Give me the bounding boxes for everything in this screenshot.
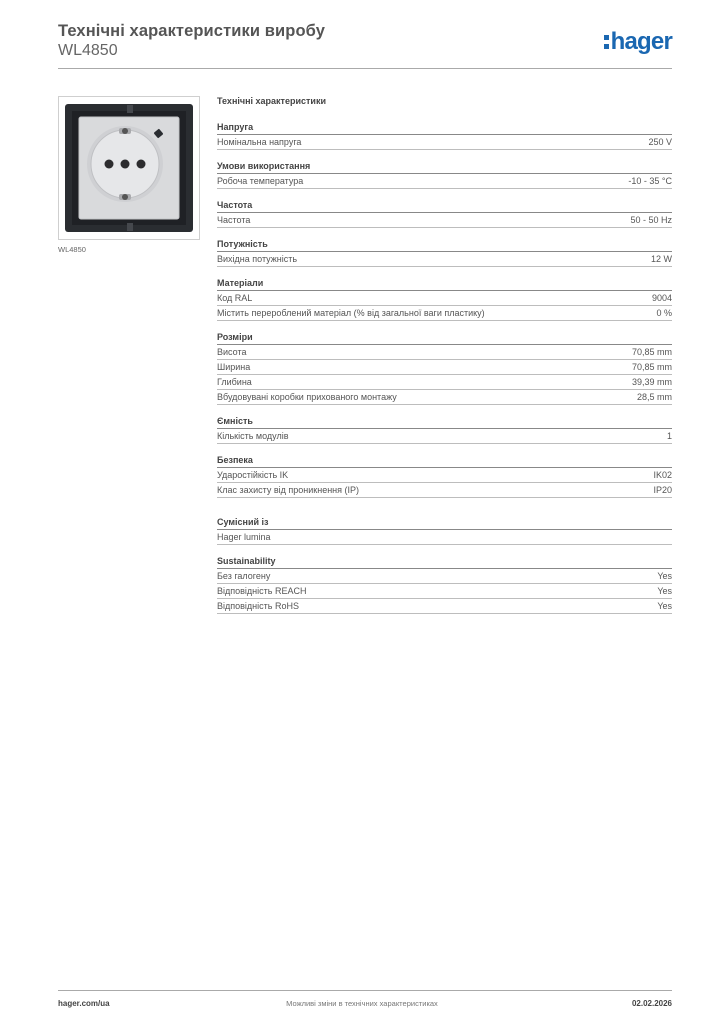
spec-group-title: Умови використання <box>217 160 672 174</box>
spec-value: 1 <box>666 431 672 441</box>
document-title: Технічні характеристики виробу <box>58 22 325 40</box>
spec-row <box>217 291 672 306</box>
logo-text: hager <box>610 28 672 55</box>
spec-row <box>217 135 672 150</box>
spec-value: IP20 <box>653 485 672 495</box>
spec-label: Номінальна напруга <box>217 137 302 147</box>
spec-group-title: Частота <box>217 199 672 213</box>
spec-label: Без галогену <box>217 571 271 581</box>
spec-label: Відповідність REACH <box>217 586 307 596</box>
spec-group-materials <box>217 277 672 321</box>
spec-value: 50 - 50 Hz <box>630 215 672 225</box>
spec-value: 0 % <box>656 308 672 318</box>
spec-value: 70,85 mm <box>631 362 672 372</box>
spec-row <box>217 429 672 444</box>
spec-label: Робоча температура <box>217 176 304 186</box>
spec-group-title: Потужність <box>217 238 672 252</box>
spec-value: 12 W <box>650 254 672 264</box>
spec-group-power <box>217 238 672 267</box>
spec-group-frequency <box>217 199 672 228</box>
specifications-panel <box>217 95 672 624</box>
spec-row <box>217 174 672 189</box>
spec-group-voltage <box>217 121 672 150</box>
spec-label: Вихідна потужність <box>217 254 298 264</box>
footer-divider <box>58 990 672 991</box>
spec-row <box>217 468 672 483</box>
spec-label: Вбудовувані коробки прихованого монтажу <box>217 392 397 402</box>
spec-row <box>217 252 672 267</box>
spec-row <box>217 584 672 599</box>
spec-group-title: Sustainability <box>217 555 672 569</box>
page-header <box>58 22 672 68</box>
spec-value: -10 - 35 °C <box>628 176 672 186</box>
footer-notice: Можливі зміни в технічних характеристиках <box>286 999 438 1008</box>
spec-label: Ширина <box>217 362 251 372</box>
spec-row <box>217 360 672 375</box>
footer-date: 02.02.2026 <box>631 999 672 1008</box>
spec-label: Глибина <box>217 377 252 387</box>
spec-row <box>217 375 672 390</box>
product-code: WL4850 <box>58 42 118 59</box>
spec-row <box>217 213 672 228</box>
spec-row <box>217 345 672 360</box>
spec-row <box>217 306 672 321</box>
spec-row <box>217 599 672 614</box>
spec-group-conditions <box>217 160 672 189</box>
spec-value: Yes <box>657 571 672 581</box>
spec-label: Кількість модулів <box>217 431 289 441</box>
spec-row <box>217 569 672 584</box>
hager-logo <box>603 28 672 56</box>
spec-value: IK02 <box>653 470 672 480</box>
spec-group-title: Сумісний із <box>217 516 672 530</box>
spec-value: 70,85 mm <box>631 347 672 357</box>
spec-value: Yes <box>657 601 672 611</box>
spec-label: Код RAL <box>217 293 253 303</box>
product-caption: WL4850 <box>58 245 86 254</box>
spec-group-dimensions <box>217 331 672 405</box>
spec-value: 9004 <box>651 293 672 303</box>
spec-group-capacity <box>217 415 672 444</box>
spec-group-title: Напруга <box>217 121 672 135</box>
spec-row <box>217 390 672 405</box>
specifications-heading: Технічні характеристики <box>217 96 326 106</box>
spec-row <box>217 483 672 498</box>
spec-value: Yes <box>657 586 672 596</box>
spec-group-sustainability <box>217 555 672 614</box>
spec-value: 28,5 mm <box>636 392 672 402</box>
spec-group-title: Ємність <box>217 415 672 429</box>
spec-row <box>217 530 672 545</box>
spec-label: Відповідність RoHS <box>217 601 299 611</box>
socket-outlet-icon <box>59 97 199 239</box>
spec-label: Клас захисту від проникнення (IP) <box>217 485 360 495</box>
spec-value: 250 V <box>648 137 672 147</box>
spec-label: Містить перероблений матеріал (% від загальної ваги пластику) <box>217 308 485 318</box>
spec-group-compatible <box>217 516 672 545</box>
spec-value: 39,39 mm <box>631 377 672 387</box>
spec-group-title: Розміри <box>217 331 672 345</box>
spec-label: Висота <box>217 347 247 357</box>
spec-label: Частота <box>217 215 251 225</box>
spec-group-title: Матеріали <box>217 277 672 291</box>
product-image <box>58 96 200 240</box>
footer-website-link[interactable]: hager.com/ua <box>58 999 110 1008</box>
logo-mark-icon <box>603 31 610 51</box>
spec-group-safety <box>217 454 672 498</box>
spec-group-title: Безпека <box>217 454 672 468</box>
spec-label: Hager lumina <box>217 532 271 542</box>
spec-label: Ударостійкість IK <box>217 470 289 480</box>
header-divider <box>58 68 672 69</box>
